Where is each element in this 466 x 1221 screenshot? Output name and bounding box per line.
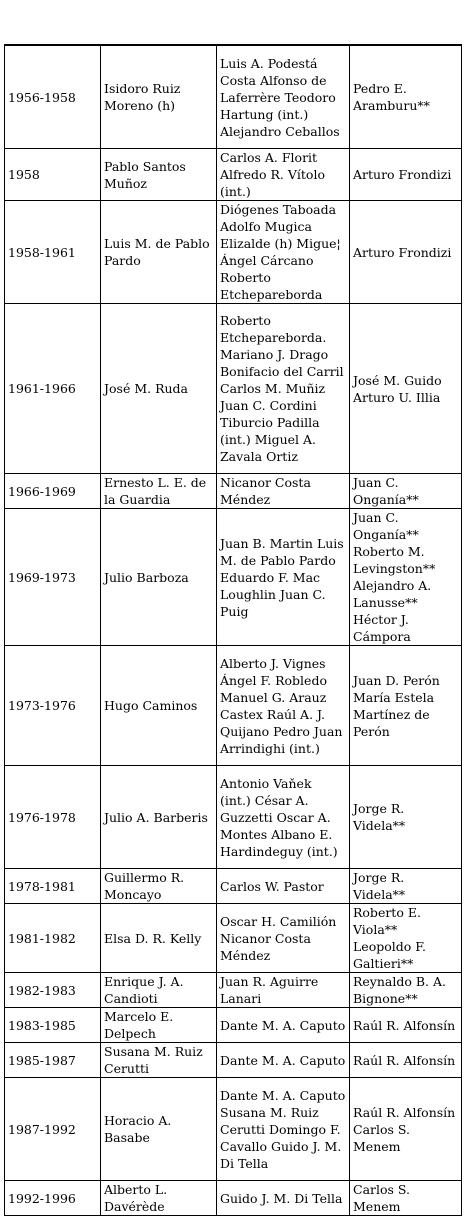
period-cell: 1985-1987: [5, 1043, 101, 1078]
table-row: [5, 149, 462, 201]
presidents-cell: Pedro E. Aramburu**: [350, 46, 462, 149]
ministers-cell: Dante M. A. Caputo: [217, 1008, 350, 1043]
table-row: [5, 904, 462, 973]
period-cell: 1982-1983: [5, 973, 101, 1008]
period-cell: 1961-1966: [5, 304, 101, 474]
ambassador-cell: Isidoro Ruiz Moreno (h): [101, 46, 217, 149]
ministers-cell: Dante M. A. Caputo: [217, 1043, 350, 1078]
period-cell: 1987-1992: [5, 1078, 101, 1181]
ministers-cell: Guido J. M. Di Tella: [217, 1181, 350, 1216]
ministers-cell: Diógenes Taboada Adolfo Mugica Elizalde (h) Migue¦ Ángel Cárcano Roberto Etchepareborda: [217, 201, 350, 304]
ambassador-cell: Elsa D. R. Kelly: [101, 904, 217, 973]
table-row: [5, 1078, 462, 1181]
period-cell: 1983-1985: [5, 1008, 101, 1043]
ministers-cell: Juan R. Aguirre Lanari: [217, 973, 350, 1008]
presidents-cell: Raúl R. Alfonsín: [350, 1008, 462, 1043]
ambassador-cell: Guillermo R. Moncayo: [101, 869, 217, 904]
table-row: [5, 973, 462, 1008]
period-cell: 1958: [5, 149, 101, 201]
period-cell: 1956-1958: [5, 46, 101, 149]
ambassador-cell: Alberto L. Davérède: [101, 1181, 217, 1216]
presidents-cell: Juan C. Onganía**: [350, 474, 462, 509]
period-cell: 1958-1961: [5, 201, 101, 304]
table-row: [5, 474, 462, 509]
period-cell: 1966-1969: [5, 474, 101, 509]
table-row: [5, 46, 462, 149]
ambassador-cell: Susana M. Ruiz Cerutti: [101, 1043, 217, 1078]
ambassador-cell: Hugo Caminos: [101, 646, 217, 766]
ministers-cell: Nicanor Costa Méndez: [217, 474, 350, 509]
ambassador-cell: Luis M. de Pablo Pardo: [101, 201, 217, 304]
ministers-cell: Alberto J. Vignes Ángel F. Robledo Manuel G. Arauz Castex Raúl A. J. Quijano Pedro Juan Arrindighi (int.): [217, 646, 350, 766]
table-row: [5, 766, 462, 869]
period-cell: 1981-1982: [5, 904, 101, 973]
ambassador-cell: Julio A. Barberis: [101, 766, 217, 869]
presidents-cell: Roberto E. Viola** Leopoldo F. Galtieri**: [350, 904, 462, 973]
presidents-cell: Juan D. Perón María Estela Martínez de Perón: [350, 646, 462, 766]
table-row: [5, 201, 462, 304]
ambassador-cell: Julio Barboza: [101, 509, 217, 646]
presidents-cell: Jorge R. Videla**: [350, 869, 462, 904]
ministers-cell: Oscar H. Camilión Nicanor Costa Méndez: [217, 904, 350, 973]
presidents-cell: Carlos S. Menem: [350, 1181, 462, 1216]
presidents-cell: Raúl R. Alfonsín: [350, 1043, 462, 1078]
ministers-cell: Carlos A. Florit Alfredo R. Vítolo (int.): [217, 149, 350, 201]
table-row: [5, 304, 462, 474]
ambassador-cell: Ernesto L. E. de la Guardia: [101, 474, 217, 509]
table-row: [5, 646, 462, 766]
table-row: [5, 1043, 462, 1078]
ministers-cell: Roberto Etchepareborda. Mariano J. Drago Bonifacio del Carril Carlos M. Muñiz Juan C. Cordini Tiburcio Padilla (int.) Miguel A. Zavala Ortiz: [217, 304, 350, 474]
ministers-cell: Luis A. Podestá Costa Alfonso de Laferrère Teodoro Hartung (int.) Alejandro Ceballos: [217, 46, 350, 149]
table-row: [5, 869, 462, 904]
ambassador-cell: José M. Ruda: [101, 304, 217, 474]
presidents-cell: José M. Guido Arturo U. Illia: [350, 304, 462, 474]
ambassador-cell: Pablo Santos Muñoz: [101, 149, 217, 201]
presidents-cell: Arturo Frondizi: [350, 149, 462, 201]
ministers-cell: Antonio Vaňek (int.) César A. Guzzetti Oscar A. Montes Albano E. Hardindeguy (int.): [217, 766, 350, 869]
data-table: [4, 44, 462, 1216]
table-body: [5, 45, 462, 1216]
presidents-cell: Arturo Frondizi: [350, 201, 462, 304]
ministers-cell: Carlos W. Pastor: [217, 869, 350, 904]
presidents-cell: Reynaldo B. A. Bignone**: [350, 973, 462, 1008]
ministers-cell: Juan B. Martin Luis M. de Pablo Pardo Eduardo F. Mac Loughlin Juan C. Puig: [217, 509, 350, 646]
period-cell: 1992-1996: [5, 1181, 101, 1216]
presidents-cell: Raúl R. Alfonsín Carlos S. Menem: [350, 1078, 462, 1181]
presidents-cell: Juan C. Onganía** Roberto M. Levingston** Alejandro A. Lanusse** Héctor J. Cámpora: [350, 509, 462, 646]
ambassador-cell: Enrique J. A. Candioti: [101, 973, 217, 1008]
table-row: [5, 1181, 462, 1216]
period-cell: 1976-1978: [5, 766, 101, 869]
period-cell: 1973-1976: [5, 646, 101, 766]
table-row: [5, 509, 462, 646]
ambassador-cell: Horacio A. Basabe: [101, 1078, 217, 1181]
ambassador-cell: Marcelo E. Delpech: [101, 1008, 217, 1043]
period-cell: 1978-1981: [5, 869, 101, 904]
presidents-cell: Jorge R. Videla**: [350, 766, 462, 869]
period-cell: 1969-1973: [5, 509, 101, 646]
ministers-cell: Dante M. A. Caputo Susana M. Ruiz Cerutti Domingo F. Cavallo Guido J. M. Di Tella: [217, 1078, 350, 1181]
table-row: [5, 1008, 462, 1043]
